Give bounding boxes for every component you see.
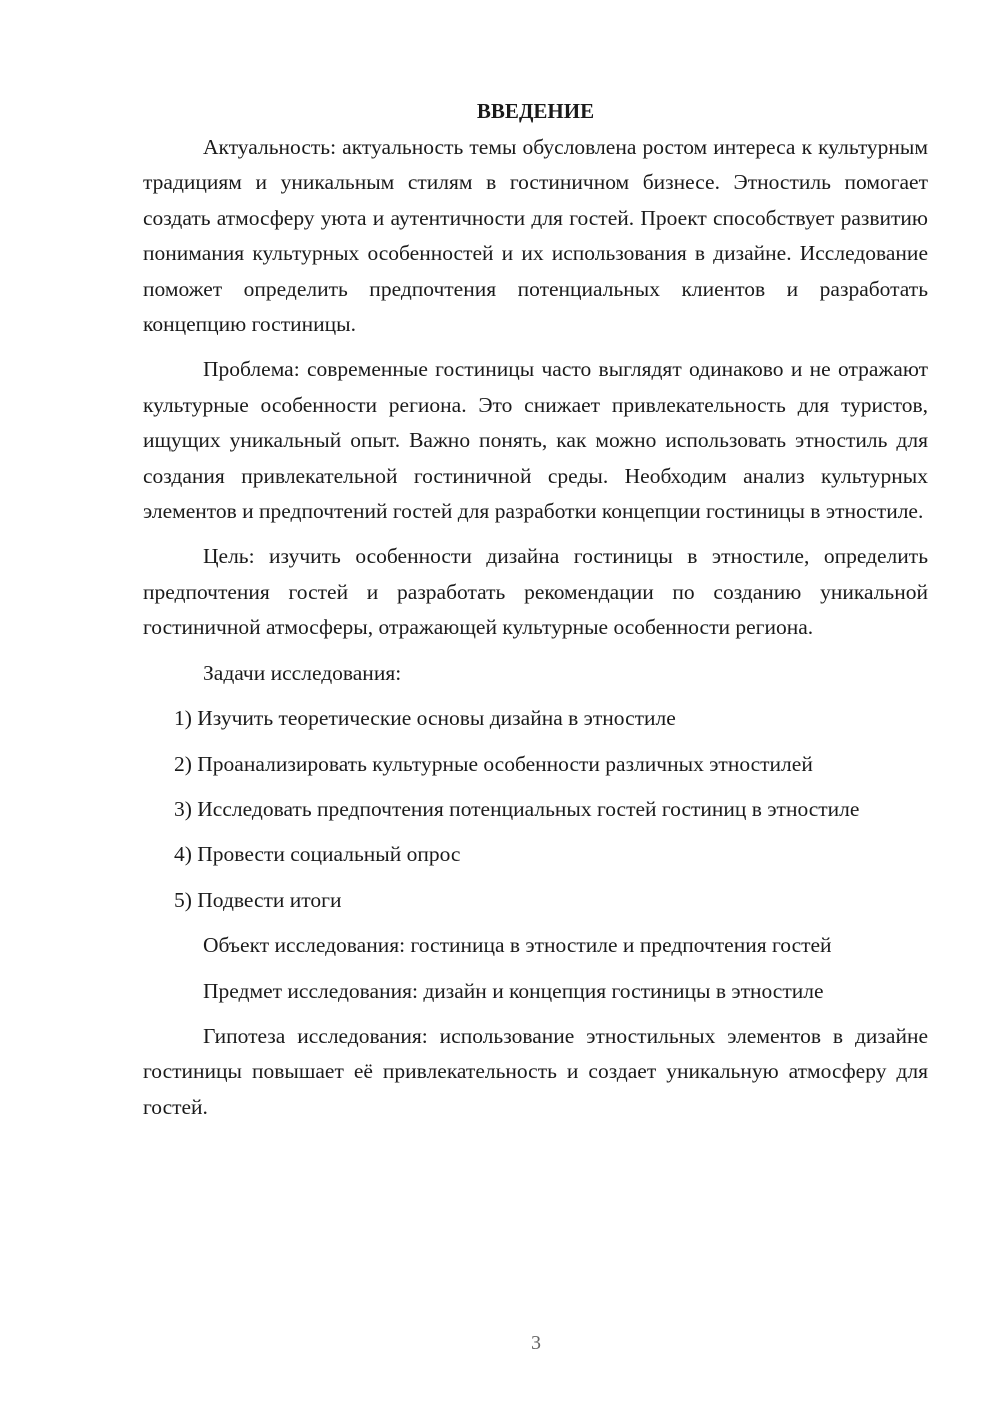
research-hypothesis: Гипотеза исследования: использование этностильных элементов в дизайне гостиницы повышает её привлекательность и создает уникальную атмосферу для гостей.	[143, 1023, 928, 1119]
task-item-5: 5) Подвести итоги	[174, 887, 342, 912]
task-item-4: 4) Провести социальный опрос	[174, 842, 461, 867]
tasks-title: Задачи исследования:	[203, 660, 402, 685]
task-item-1: 1) Изучить теоретические основы дизайна в этностиле	[174, 706, 676, 731]
goal-paragraph: Цель: изучить особенности дизайна гостиницы в этностиле, определить предпочтения гостей и разработать рекомендации по созданию уникальной гостиничной атмосферы, отражающей культурные особенности региона.	[143, 544, 928, 640]
page-number: 3	[531, 1332, 541, 1354]
research-object: Объект исследования: гостиница в этностиле и предпочтения гостей	[203, 933, 832, 958]
relevance-paragraph: Актуальность: актуальность темы обусловлена ростом интереса к культурным традициям и уникальным стилям в гостиничном бизнесе. Этностиль помогает создать атмосферу уюта и аутентичности для гостей. Проект способствует развитию понимания культурных особенностей и их использования в дизайне. Исследование поможет определить предпочтения потенциальных клиентов и разработать концепцию гостиницы.	[143, 135, 928, 337]
document-page	[143, 94, 928, 1135]
research-subject: Предмет исследования: дизайн и концепция гостиницы в этностиле	[203, 978, 824, 1003]
task-item-2: 2) Проанализировать культурные особенности различных этностилей	[174, 751, 813, 776]
section-heading: ВВЕДЕНИЕ	[476, 99, 595, 123]
problem-paragraph: Проблема: современные гостиницы часто выглядят одинаково и не отражают культурные особенности региона. Это снижает привлекательность для туристов, ищущих уникальный опыт. Важно понять, как можно использовать этностиль для создания привлекательной гостиничной среды. Необходим анализ культурных элементов и предпочтений гостей для разработки концепции гостиницы в этностиле.	[143, 357, 928, 524]
task-item-3: 3) Исследовать предпочтения потенциальных гостей гостиниц в этностиле	[174, 796, 860, 821]
